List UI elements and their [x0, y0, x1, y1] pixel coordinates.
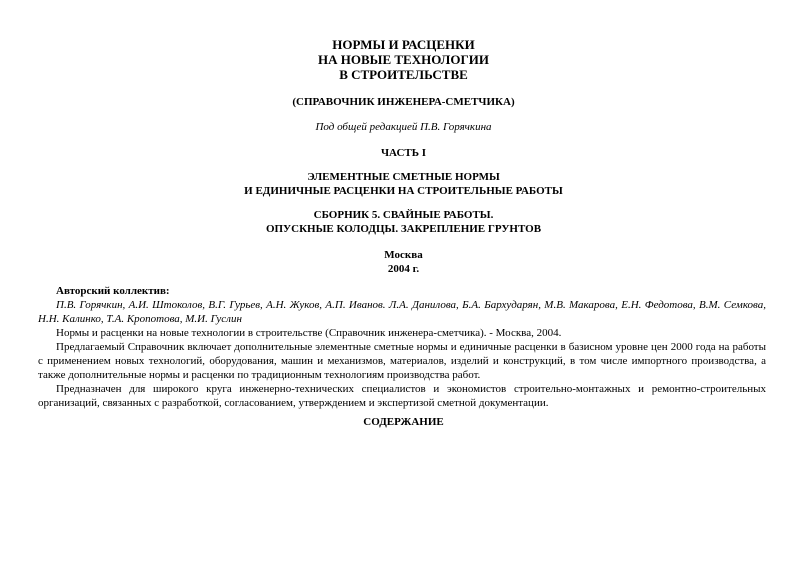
toc-heading: СОДЕРЖАНИЕ [363, 416, 444, 428]
section-heading [0, 170, 807, 198]
document-title [0, 37, 807, 82]
publication-place [0, 248, 807, 276]
title-line-2: НА НОВЫЕ ТЕХНОЛОГИИ [318, 52, 489, 67]
part-heading: ЧАСТЬ I [380, 147, 427, 159]
document-body [38, 284, 766, 410]
authors-heading: Авторский коллектив: [56, 285, 170, 297]
document-subtitle: (СПРАВОЧНИК ИНЖЕНЕРА-СМЕТЧИКА) [292, 96, 515, 108]
authors-list: П.В. Горячкин, А.И. Штоколов, В.Г. Гурьев, А.Н. Жуков, А.П. Иванов. Л.А. Данилова, Б.А. Бархударян, М.В. Макарова, Е.Н. Федотова, В.М. Семкова, Н.Н. Калинко, Т.А. Кропотова, М.И. Гуслин [38, 299, 766, 325]
title-line-1: НОРМЫ И РАСЦЕНКИ [332, 37, 475, 52]
paragraph-citation: Нормы и расценки на новые технологии в строительстве (Справочник инженера-сметчика). - Москва, 2004. [56, 327, 562, 339]
section-line-1: ЭЛЕМЕНТНЫЕ СМЕТНЫЕ НОРМЫ [307, 171, 500, 183]
title-line-3: В СТРОИТЕЛЬСТВЕ [339, 67, 468, 82]
paragraph-description: Предлагаемый Справочник включает дополнительные элементные сметные нормы и единичные расценки в базисном уровне цен 2000 года на работы с применением новых технологий, оборудования, машин и механизмов, материалов, изделий и конструкций, в том числе импортного производства, а также дополнительные нормы и расценки по традиционным технологиям производства работ. [38, 341, 766, 381]
section-line-2: И ЕДИНИЧНЫЕ РАСЦЕНКИ НА СТРОИТЕЛЬНЫЕ РАБОТЫ [244, 185, 563, 197]
collection-line-2: ОПУСКНЫЕ КОЛОДЦЫ. ЗАКРЕПЛЕНИЕ ГРУНТОВ [265, 223, 542, 235]
editor-line: Под общей редакцией П.В. Горячкина [315, 121, 492, 133]
publication-year: 2004 г. [387, 263, 420, 275]
collection-line-1: СБОРНИК 5. СВАЙНЫЕ РАБОТЫ. [313, 209, 494, 221]
paragraph-audience: Предназначен для широкого круга инженерно-технических специалистов и экономистов строительно-монтажных и ремонтно-строительных организаций, связанных с разработкой, согласованием, утверждением и экспертизой сметной документации. [38, 383, 766, 409]
city-name: Москва [384, 249, 423, 261]
collection-heading [0, 208, 807, 236]
